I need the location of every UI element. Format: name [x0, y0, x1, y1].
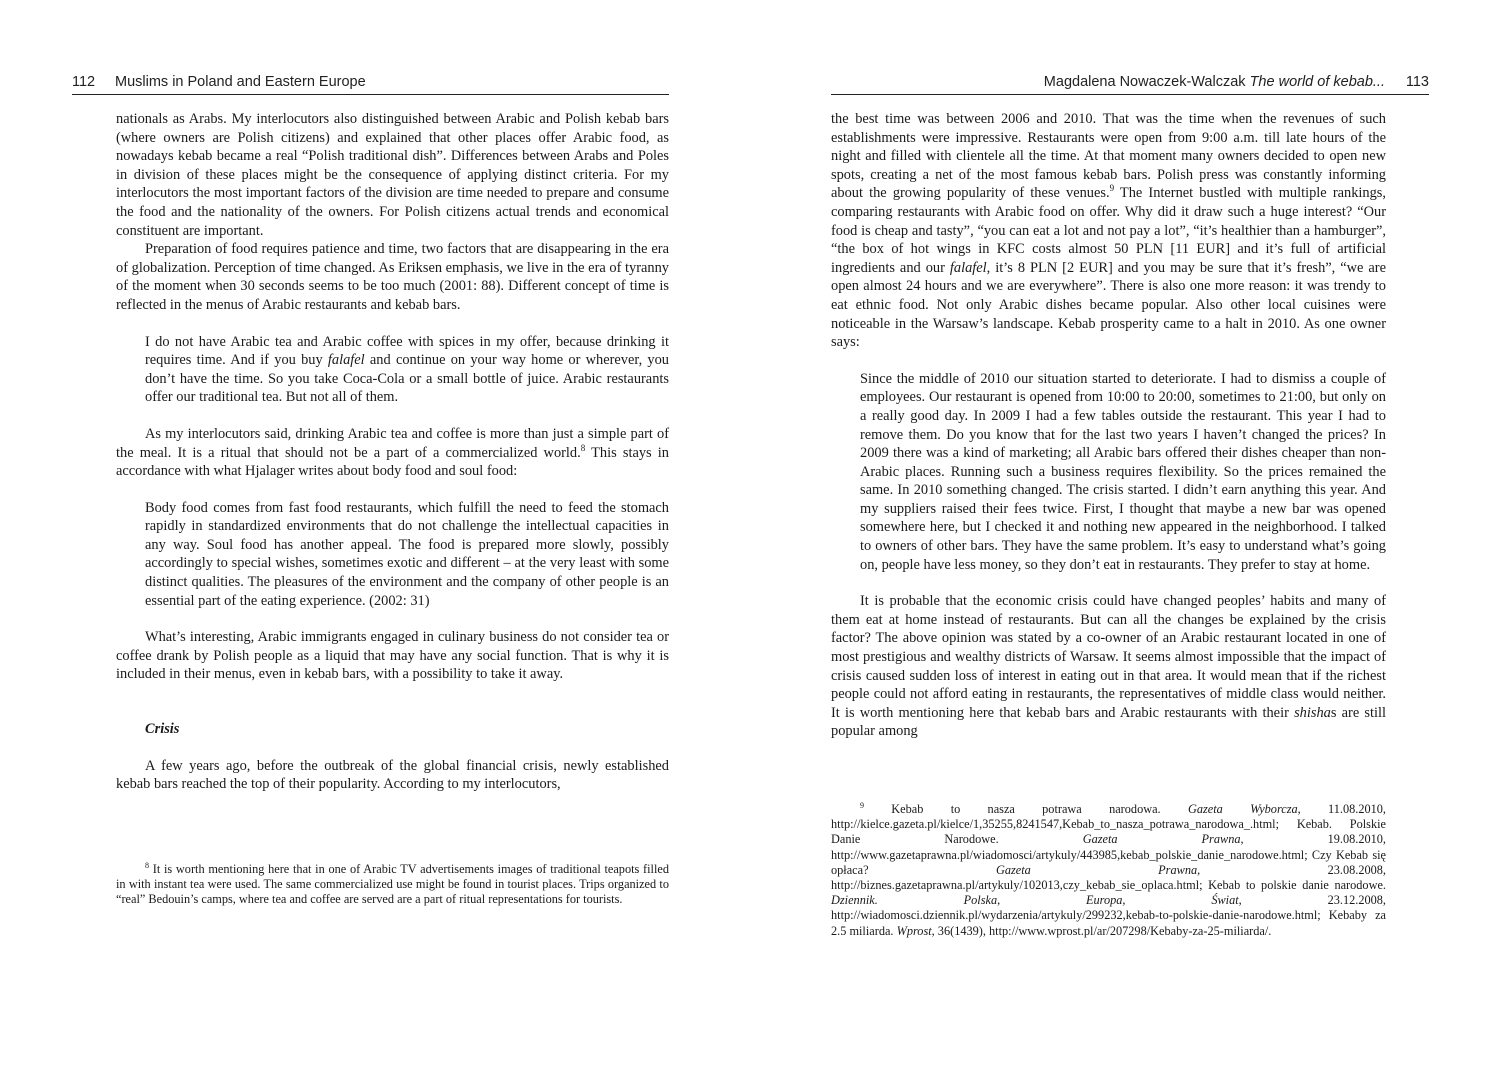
paragraph: It is probable that the economic crisis could have changed peoples’ habits and many of them eat at home instead of restaurants. But can all the changes be explained by the crisis factor? The above opinion was stated by a co-owner of an Arabic restaurant located in one of most prestigious and wealthy districts of Warsaw. It seems almost impossible that the impact of crisis caused sudden loss of interest in eating out in that area. It would mean that if the richest people could not afford eating in restaurants, the representatives of middle class would neither. It is worth mentioning here that kebab bars and Arabic restaurants with their shishas are still popular among: [831, 593, 1386, 740]
section-heading: Crisis: [145, 721, 180, 738]
left-footnote: $^8$ It is worth mentioning here that in one of Arabic TV advertisements images of traditional teapots filled in with instant tea were used. The same commercialized use might be found in tourist places. Trips organized to “real” Bedouin’s camps, where tea and coffee are served are a part of ritual representations for tourists.: [116, 860, 669, 907]
right-running-title: Magdalena Nowaczek-Walczak The world of kebab...: [1043, 74, 1385, 90]
left-page-number: 112: [72, 74, 96, 90]
paragraph: A few years ago, before the outbreak of the global financial crisis, newly established kebab bars reached the top of their popularity. According to my interlocutors,: [116, 757, 669, 793]
block-quote: Since the middle of 2010 our situation started to deteriorate. I had to dismiss a couple of employees. Our restaurant is opened from 10:00 to 20:00, sometimes to 21:00, but only on a really good day. In 2009 I had a few tables outside the restaurant. This year I had to remove them. Do you know that for the last two years I haven’t changed the prices? In 2009 there was a kind of marketing; all Arabic bars offered their dishes cheaper than non-Arabic places. Running such a business requires flexibility. So the prices remained the same. In 2010 something changed. The crisis started. I didn’t earn anything this year. And my suppliers raised their fees twice. First, I thought that maybe a new bar was opened somewhere here, but I checked it and nothing new appeared in the neighborhood. I talked to owners of other bars. They have the same problem. It’s easy to understand what’s going on, people have less money, so they don’t eat in restaurants. They prefer to stay at home.: [860, 370, 1386, 573]
paragraph: What’s interesting, Arabic immigrants engaged in culinary business do not consider tea or coffee drank by Polish people as a liquid that may have any social function. That is why it is included in their menus, even in kebab bars, with a possibility to take it away.: [116, 629, 669, 683]
footnote-number: 8: [145, 860, 149, 870]
block-quote: Body food comes from fast food restaurants, which fulfill the need to feed the stomach rapidly in standardized environments that do not challenge the intellectual capacities in any way. Soul food has another appeal. The food is prepared more slowly, possibly accordingly to special wishes, sometimes exotic and different – at the very least with some distinct qualities. The pleasures of the environment and the company of other people is an essential part of the eating experience. (2002: 31): [145, 499, 669, 609]
paragraph: the best time was between 2006 and 2010. That was the time when the revenues of such establishments were impressive. Restaurants were open from 9:00 a.m. till late hours of the night and filled with clientele all the time. At that moment many owners decided to open new spots, creating a net of the most famous kebab bars. Polish press was constantly informing about the growing popularity of these venues.$^9$ The Internet bustled with multiple rankings, comparing restaurants with Arabic food on offer. Why did it draw such a huge interest? “Our food is cheap and tasty”, “you can eat a lot and not pay a lot”, “it’s healthier than a hamburger”, “the box of hot wings in KFC costs almost 50 PLN [11 EUR] and it’s full of artificial ingredients and our falafel, it’s 8 PLN [2 EUR] and you may be sure that it’s fresh”, “we are open almost 24 hours and we are everywhere”. There is also one more reason: it was trendy to eat ethnic food. Not only Arabic dishes became popular. Also other local cuisines were noticeable in the Warsaw’s landscape. Kebab prosperity came to a halt in 2010. As one owner says:: [831, 111, 1386, 351]
right-footnote: $^9$ Kebab to nasza potrawa narodowa. Gazeta Wyborcza, 11.08.2010, http://kielce.gazeta.pl/kielce/1,35255,8241547,Kebab_to_nasza_potrawa_narodowa_.html; Kebab. Polskie Danie Narodowe. Gazeta Prawna, 19.08.2010, http://www.gazetaprawna.pl/wiadomosci/artykuly/443985,kebab_polskie_danie_narodowe.html; Czy Kebab się opłaca? Gazeta Prawna, 23.08.2008, http://biznes.gazetaprawna.pl/artykuly/102013,czy_kebab_sie_oplaca.html; Kebab to polskie danie narodowe. Dziennik. Polska, Europa, Świat, 23.12.2008, http://wiadomosci.dziennik.pl/wydarzenia/artykuly/299232,kebab-to-polskie-danie-narodowe.html; Kebaby za 2.5 miliarda. Wprost, 36(1439), http://www.wprost.pl/ar/207298/Kebaby-za-25-miliarda/.: [831, 800, 1387, 938]
right-page: [750, 0, 1500, 1066]
left-body-text: [116, 110, 669, 794]
left-running-title: Muslims in Poland and Eastern Europe: [115, 74, 366, 90]
footnote-number: 9: [860, 800, 864, 810]
right-body-text: [831, 110, 1386, 741]
block-quote: I do not have Arabic tea and Arabic coffee with spices in my offer, because drinking it requires time. And if you buy falafel and continue on your way home or wherever, you don’t have the time. So you take Coca-Cola or a small bottle of juice. Arabic restaurants offer our traditional tea. But not all of them.: [145, 333, 669, 406]
footnote-ref: 9: [1109, 183, 1115, 194]
right-running-head: [831, 72, 1429, 95]
footnote-ref: 8: [580, 442, 586, 453]
left-running-head: [72, 72, 669, 95]
paragraph: As my interlocutors said, drinking Arabic tea and coffee is more than just a simple part of the meal. It is a ritual that should not be a part of a commercialized world.$^8$ This stays in accordance with what Hjalager writes about body food and soul food:: [116, 425, 669, 480]
paragraph: nationals as Arabs. My interlocutors also distinguished between Arabic and Polish kebab bars (where owners are Polish citizens) and explained that other places offer Arabic food, as nowadays kebab became a real “Polish traditional dish”. Differences between Arabs and Poles in division of these places might be the consequence of applying distinct criteria. For my interlocutors the most important factors of the division are time needed to prepare and consume the food and the nationality of the owners. For Polish citizens actual trends and economical constituent are important.: [116, 111, 669, 239]
paragraph: Preparation of food requires patience and time, two factors that are disappearing in the era of globalization. Perception of time changed. As Eriksen emphasis, we live in the era of tyranny of the moment when 30 seconds seems to be too much (2001: 88). Different concept of time is reflected in the menus of Arabic restaurants and kebab bars.: [116, 241, 669, 313]
right-page-number: 113: [1405, 74, 1429, 90]
